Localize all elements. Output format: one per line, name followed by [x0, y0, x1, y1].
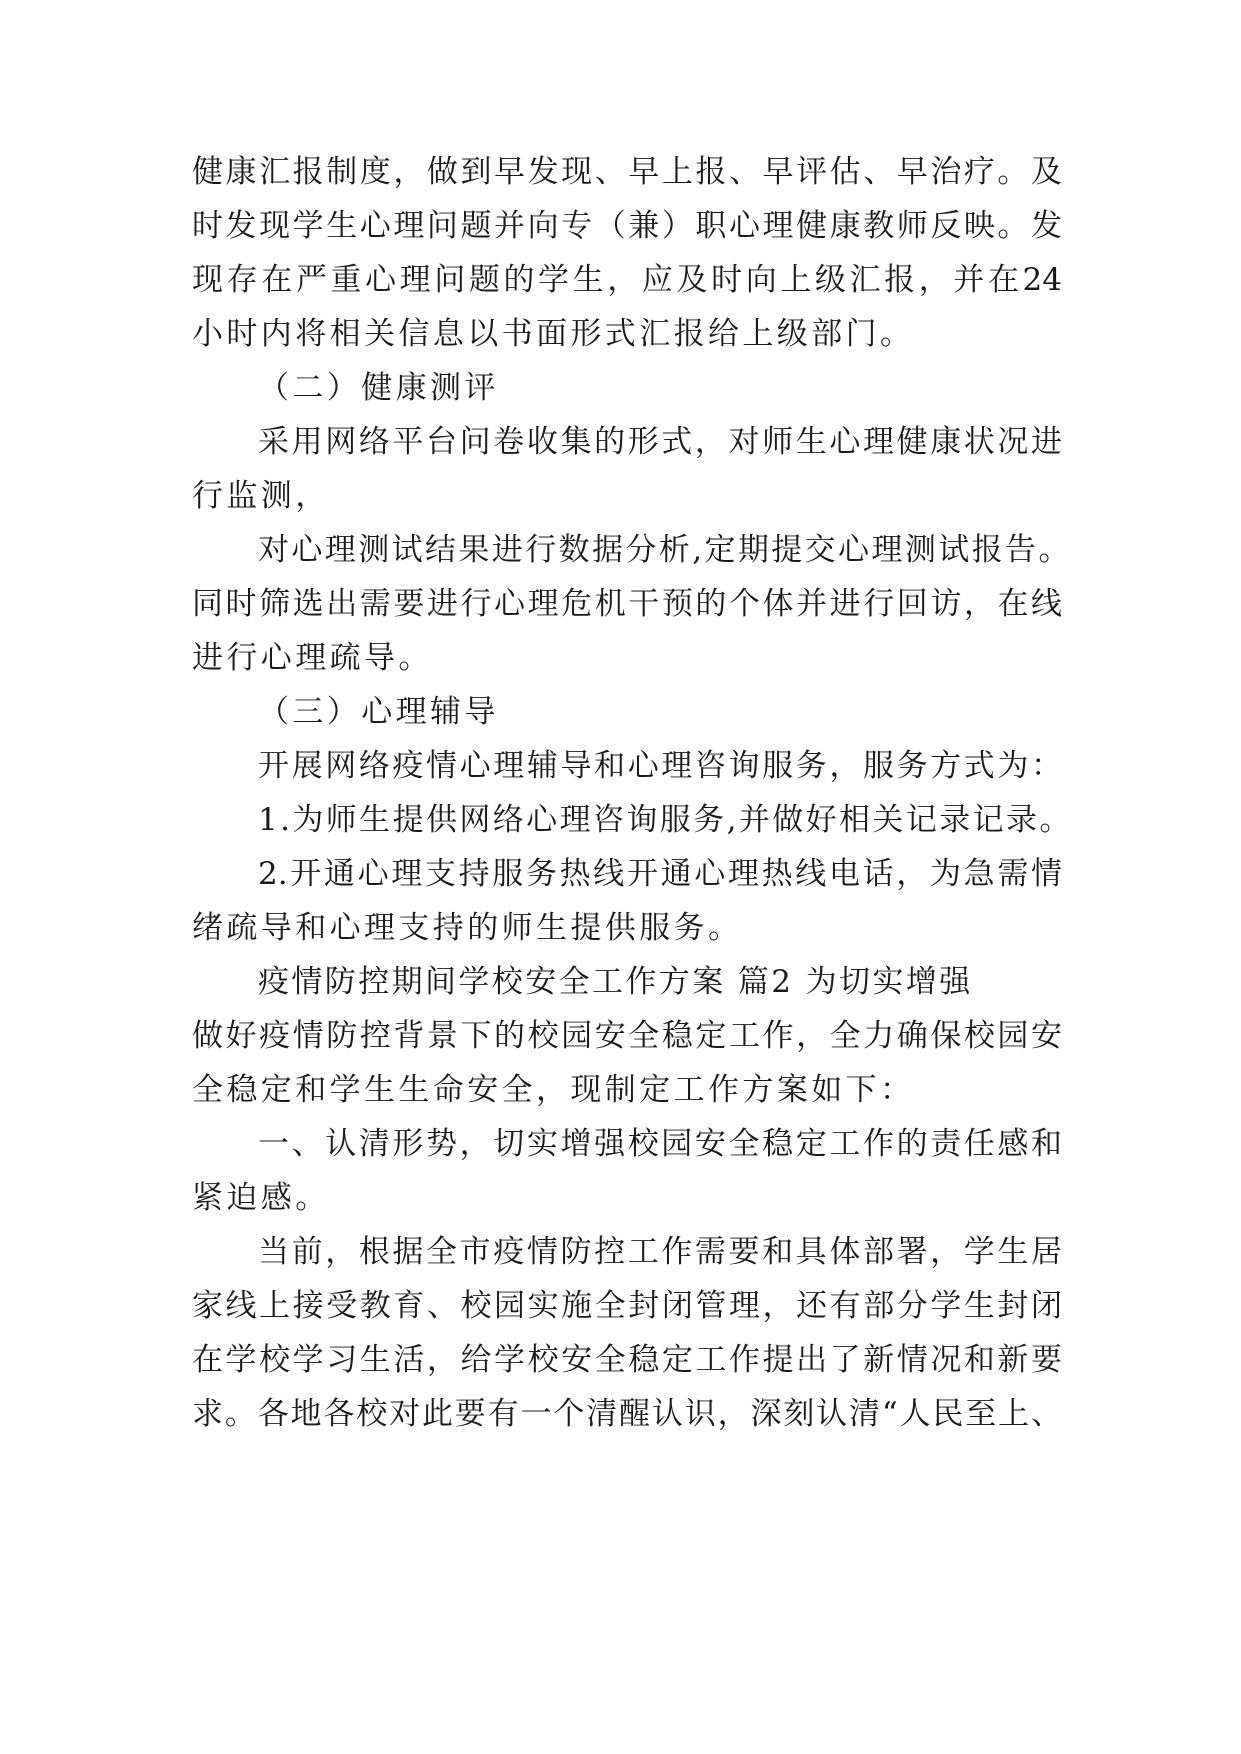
text-line-8: 对心理测试结果进行数据分析,定期提交心理测试报告。	[258, 532, 1072, 568]
text-line-4: 小时内将相关信息以书面形式汇报给上级部门。	[192, 316, 915, 352]
text-line-6: 采用网络平台问卷收集的形式，对师生心理健康状况进	[258, 424, 1062, 460]
text-line-15: 绪疏导和心理支持的师生提供服务。	[192, 910, 743, 946]
list-item-1: 1.为师生提供网络心理咨询服务,并做好相关记录记录。	[258, 802, 1073, 838]
list-item-2: 2.开通心理支持服务热线开通心理热线电话，为急需情	[258, 856, 1062, 892]
text-line-1: 健康汇报制度，做到早发现、早上报、早评估、早治疗。及	[192, 154, 1062, 190]
text-line-23: 在学校学习生活，给学校安全稳定工作提出了新情况和新要	[192, 1342, 1062, 1378]
text-line-18: 全稳定和学生生命安全，现制定工作方案如下：	[192, 1072, 915, 1108]
text-line-21: 当前，根据全市疫情防控工作需要和具体部署，学生居	[258, 1234, 1062, 1270]
text-line-24: 求。各地各校对此要有一个清醒认识，深刻认清“人民至上、	[192, 1396, 1062, 1432]
section-heading-counseling: （三）心理辅导	[258, 694, 499, 730]
section-heading-health-assessment: （二）健康测评	[258, 370, 499, 406]
section-heading-situation: 一、认清形势，切实增强校园安全稳定工作的责任感和	[258, 1126, 1062, 1162]
text-line-3: 现存在严重心理问题的学生，应及时向上级汇报，并在24	[192, 262, 1062, 298]
text-line-9: 同时筛选出需要进行心理危机干预的个体并进行回访，在线	[192, 586, 1062, 622]
text-line-20: 紧迫感。	[192, 1180, 330, 1216]
text-line-10: 进行心理疏导。	[192, 640, 433, 676]
text-line-22: 家线上接受教育、校园实施全封闭管理，还有部分学生封闭	[192, 1288, 1062, 1324]
text-line-12: 开展网络疫情心理辅导和心理咨询服务，服务方式为：	[258, 748, 1062, 784]
section-title-plan-2: 疫情防控期间学校安全工作方案 篇2 为切实增强	[258, 964, 973, 1000]
text-line-17: 做好疫情防控背景下的校园安全稳定工作，全力确保校园安	[192, 1018, 1062, 1054]
text-line-2: 时发现学生心理问题并向专（兼）职心理健康教师反映。发	[192, 208, 1062, 244]
text-line-7: 行监测，	[192, 478, 330, 514]
